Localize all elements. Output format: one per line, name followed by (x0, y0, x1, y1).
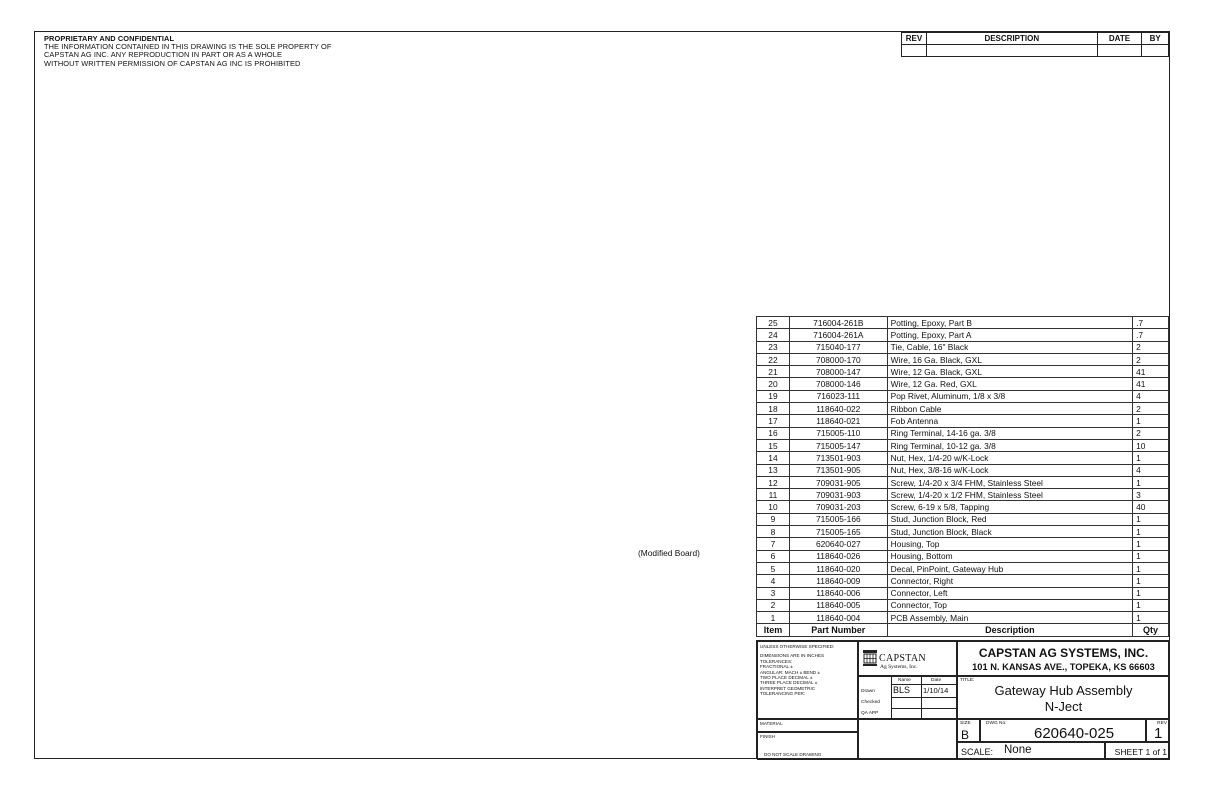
bom-description: Stud, Junction Block, Black (887, 526, 1132, 538)
bom-part-number: 709031-903 (789, 489, 887, 501)
bom-row (757, 501, 1169, 513)
bom-qty: 40 (1133, 501, 1169, 513)
bom-row (757, 562, 1169, 574)
bill-of-materials (756, 316, 1169, 637)
bom-qty: .7 (1133, 329, 1169, 341)
dwg-number: 620640-025 (1034, 725, 1115, 742)
sheet-cell (1105, 742, 1170, 760)
drawn-label: Drawn (861, 689, 875, 694)
bom-row (757, 366, 1169, 378)
bom-item: 18 (757, 403, 790, 415)
bom-description: Tie, Cable, 16" Black (887, 341, 1132, 353)
title-block (756, 640, 1169, 759)
bom-item: 3 (757, 587, 790, 599)
bom-description: Nut, Hex, 3/8-16 w/K-Lock (887, 464, 1132, 476)
checked-label: Checked (861, 700, 880, 705)
qty-header: Qty (1133, 624, 1169, 637)
bom-description: Potting, Epoxy, Part B (887, 317, 1132, 329)
bom-item: 21 (757, 366, 790, 378)
bom-part-number: 709031-203 (789, 501, 887, 513)
bom-description: Wire, 12 Ga. Red, GXL (887, 378, 1132, 390)
bom-row (757, 476, 1169, 488)
bom-item: 10 (757, 501, 790, 513)
bom-row (757, 526, 1169, 538)
bom-description: Connector, Right (887, 575, 1132, 587)
bom-part-number: 715005-147 (789, 439, 887, 451)
bom-qty: 1 (1133, 575, 1169, 587)
size-label: SIZE (960, 721, 971, 726)
bom-part-number: 715005-165 (789, 526, 887, 538)
bom-qty: 2 (1133, 341, 1169, 353)
bom-part-number: 715005-110 (789, 427, 887, 439)
signoff-labels (858, 676, 892, 719)
bom-item: 13 (757, 464, 790, 476)
by-header: BY (1142, 33, 1169, 45)
logo-name: CAPSTAN (879, 653, 926, 664)
bom-description: Fob Antenna (887, 415, 1132, 427)
bom-part-number: 716004-261A (789, 329, 887, 341)
bom-qty: 1 (1133, 599, 1169, 611)
proprietary-notice (44, 35, 332, 68)
company-cell (957, 641, 1170, 676)
bom-qty: 1 (1133, 612, 1169, 624)
bom-part-number: 715040-177 (789, 341, 887, 353)
bom-row (757, 390, 1169, 402)
bom-part-number: 118640-026 (789, 550, 887, 562)
bom-part-number: 713501-903 (789, 452, 887, 464)
bom-description: Connector, Top (887, 599, 1132, 611)
bom-qty: 1 (1133, 476, 1169, 488)
size-value: B (961, 728, 970, 742)
bom-row (757, 378, 1169, 390)
bom-part-number: 708000-147 (789, 366, 887, 378)
bom-item: 16 (757, 427, 790, 439)
bom-part-number: 118640-021 (789, 415, 887, 427)
bom-item: 22 (757, 353, 790, 365)
item-header: Item (757, 624, 790, 637)
date-header: DATE (1097, 33, 1142, 45)
bom-row (757, 439, 1169, 451)
finish-label: FINISH (760, 734, 776, 739)
bom-part-number: 620640-027 (789, 538, 887, 550)
company-address: 101 N. KANSAS AVE., TOPEKA, KS 66603 (972, 662, 1155, 672)
bom-part-number: 709031-905 (789, 476, 887, 488)
bom-row (757, 415, 1169, 427)
bom-description: Potting, Epoxy, Part A (887, 329, 1132, 341)
bom-qty: 1 (1133, 550, 1169, 562)
scale-cell (957, 742, 1105, 760)
bom-description: Wire, 16 Ga. Black, GXL (887, 353, 1132, 365)
bom-description: Ring Terminal, 10-12 ga. 3/8 (887, 439, 1132, 451)
bom-part-number: 716023-111 (789, 390, 887, 402)
modified-board-note: (Modified Board) (638, 548, 700, 558)
two-place-note: TWO PLACE DECIMAL ± (760, 675, 813, 681)
bom-item: 23 (757, 341, 790, 353)
scale-value: None (1004, 744, 1032, 756)
finish-cell (757, 732, 858, 760)
bom-row (757, 317, 1169, 329)
bom-part-number: 713501-905 (789, 464, 887, 476)
bom-description: Wire, 12 Ga. Black, GXL (887, 366, 1132, 378)
bom-row (757, 612, 1169, 624)
fractional-note: FRACTIONAL ± (760, 664, 793, 670)
bom-item: 8 (757, 526, 790, 538)
bom-header-row (757, 624, 1169, 637)
rev-value: 1 (1154, 725, 1163, 742)
bom-part-number: 716004-261B (789, 317, 887, 329)
bom-description: Pop Rivet, Aluminum, 1/8 x 3/8 (887, 390, 1132, 402)
bom-description: PCB Assembly, Main (887, 612, 1132, 624)
drawing-title-line2: N-Ject (1044, 699, 1083, 714)
bom-part-number: 708000-146 (789, 378, 887, 390)
logo-subtitle: Ag Systems, Inc. (880, 664, 918, 670)
bom-part-number: 708000-170 (789, 353, 887, 365)
title-cell (957, 676, 1170, 719)
bom-qty: 41 (1133, 378, 1169, 390)
bom-item: 5 (757, 562, 790, 574)
angular-note: ANGULAR: MACH ± BEND ± (760, 669, 820, 675)
bom-qty: 2 (1133, 427, 1169, 439)
bom-item: 20 (757, 378, 790, 390)
bom-row (757, 550, 1169, 562)
bom-row (757, 575, 1169, 587)
tolerancing-note: TOLERANCING PER: (760, 691, 806, 697)
bom-row (757, 452, 1169, 464)
bom-item: 25 (757, 317, 790, 329)
drawn-name: BLS (893, 685, 911, 695)
part-number-header: Part Number (789, 624, 887, 637)
bom-part-number: 118640-022 (789, 403, 887, 415)
dimensions-note: DIMENSIONS ARE IN INCHES (760, 653, 825, 659)
bom-qty: 4 (1133, 390, 1169, 402)
capstan-logo-icon (863, 650, 877, 668)
title-label: TITLE: (960, 678, 975, 683)
bom-item: 17 (757, 415, 790, 427)
bom-part-number: 118640-005 (789, 599, 887, 611)
bom-part-number: 118640-006 (789, 587, 887, 599)
bom-item: 6 (757, 550, 790, 562)
tolerances-note: TOLERANCES: (760, 658, 793, 664)
interpret-note: INTERPRET GEOMETRIC (760, 685, 816, 691)
dwg-number-cell (980, 719, 1146, 742)
bom-qty: 1 (1133, 562, 1169, 574)
bom-description: Ribbon Cable (887, 403, 1132, 415)
bom-row (757, 587, 1169, 599)
scale-label: SCALE: (961, 747, 994, 757)
bom-part-number: 118640-004 (789, 612, 887, 624)
rev-header: REV (902, 33, 927, 45)
sheet-number: SHEET 1 of 1 (1114, 747, 1167, 757)
bom-item: 2 (757, 599, 790, 611)
bom-row (757, 403, 1169, 415)
unless-specified: UNLESS OTHERWISE SPECIFIED: (760, 644, 835, 649)
bom-item: 7 (757, 538, 790, 550)
proprietary-line: CAPSTAN AG INC. ANY REPRODUCTION IN PART OR AS A WHOLE (44, 50, 282, 60)
bom-part-number: 118640-020 (789, 562, 887, 574)
bom-description: Housing, Bottom (887, 550, 1132, 562)
bom-qty: 1 (1133, 587, 1169, 599)
proprietary-line: THE INFORMATION CONTAINED IN THIS DRAWING IS THE SOLE PROPERTY OF (44, 42, 332, 52)
bom-description: Housing, Top (887, 538, 1132, 550)
bom-description: Screw, 1/4-20 x 3/4 FHM, Stainless Steel (887, 476, 1132, 488)
bom-description: Screw, 6-19 x 5/8, Tapping (887, 501, 1132, 513)
revision-block (901, 32, 1169, 57)
bom-row (757, 427, 1169, 439)
bom-item: 11 (757, 489, 790, 501)
bom-row (757, 329, 1169, 341)
drawing-title-line1: Gateway Hub Assembly (994, 683, 1133, 698)
drawn-date: 1/10/14 (923, 686, 949, 695)
bom-qty: 2 (1133, 403, 1169, 415)
bom-qty: .7 (1133, 317, 1169, 329)
bom-row (757, 464, 1169, 476)
bom-item: 1 (757, 612, 790, 624)
bom-row (757, 489, 1169, 501)
bom-qty: 4 (1133, 464, 1169, 476)
bom-qty: 41 (1133, 366, 1169, 378)
bom-description: Screw, 1/4-20 x 1/2 FHM, Stainless Steel (887, 489, 1132, 501)
bom-qty: 3 (1133, 489, 1169, 501)
bom-part-number: 118640-009 (789, 575, 887, 587)
three-place-note: THREE PLACE DECIMAL ± (760, 680, 818, 686)
company-name: CAPSTAN AG SYSTEMS, INC. (978, 646, 1149, 660)
logo-cell (858, 641, 957, 676)
material-cell (757, 719, 858, 732)
bom-row (757, 341, 1169, 353)
bom-row (757, 538, 1169, 550)
bom-item: 15 (757, 439, 790, 451)
bom-qty: 2 (1133, 353, 1169, 365)
date-header: Date (931, 678, 942, 683)
rev-cell (1146, 719, 1170, 742)
bom-description: Connector, Left (887, 587, 1132, 599)
bom-item: 14 (757, 452, 790, 464)
bom-description: Stud, Junction Block, Red (887, 513, 1132, 525)
bom-row (757, 599, 1169, 611)
bom-qty: 1 (1133, 538, 1169, 550)
proprietary-line: WITHOUT WRITTEN PERMISSION OF CAPSTAN AG INC IS PROHIBITED (44, 58, 301, 68)
size-cell (957, 719, 980, 742)
do-not-scale-label: DO NOT SCALE DRAWING (764, 751, 822, 757)
description-header: Description (887, 624, 1132, 637)
bom-description: Nut, Hex, 1/4-20 w/K-Lock (887, 452, 1132, 464)
bom-qty: 10 (1133, 439, 1169, 451)
bom-part-number: 715005-166 (789, 513, 887, 525)
date-column (922, 676, 957, 719)
description-header: DESCRIPTION (926, 33, 1097, 45)
qa-label: QA APP (861, 711, 879, 716)
bom-qty: 1 (1133, 526, 1169, 538)
material-label: MATERIAL (760, 721, 783, 726)
bom-description: Decal, PinPoint, Gateway Hub (887, 562, 1132, 574)
bom-item: 4 (757, 575, 790, 587)
dwg-label: DWG No: (986, 721, 1007, 726)
name-column (892, 676, 922, 719)
bom-item: 19 (757, 390, 790, 402)
bom-qty: 1 (1133, 415, 1169, 427)
bom-description: Ring Terminal, 14-16 ga. 3/8 (887, 427, 1132, 439)
bom-qty: 1 (1133, 452, 1169, 464)
bom-item: 12 (757, 476, 790, 488)
bom-item: 24 (757, 329, 790, 341)
tolerance-notes (757, 641, 858, 719)
proprietary-heading: PROPRIETARY AND CONFIDENTIAL (44, 34, 175, 43)
bom-row (757, 513, 1169, 525)
rev-label: REV (1157, 721, 1167, 726)
bom-item: 9 (757, 513, 790, 525)
bom-qty: 1 (1133, 513, 1169, 525)
blank-signoff-cell (858, 719, 957, 760)
bom-row (757, 353, 1169, 365)
name-header: Name (898, 678, 911, 683)
